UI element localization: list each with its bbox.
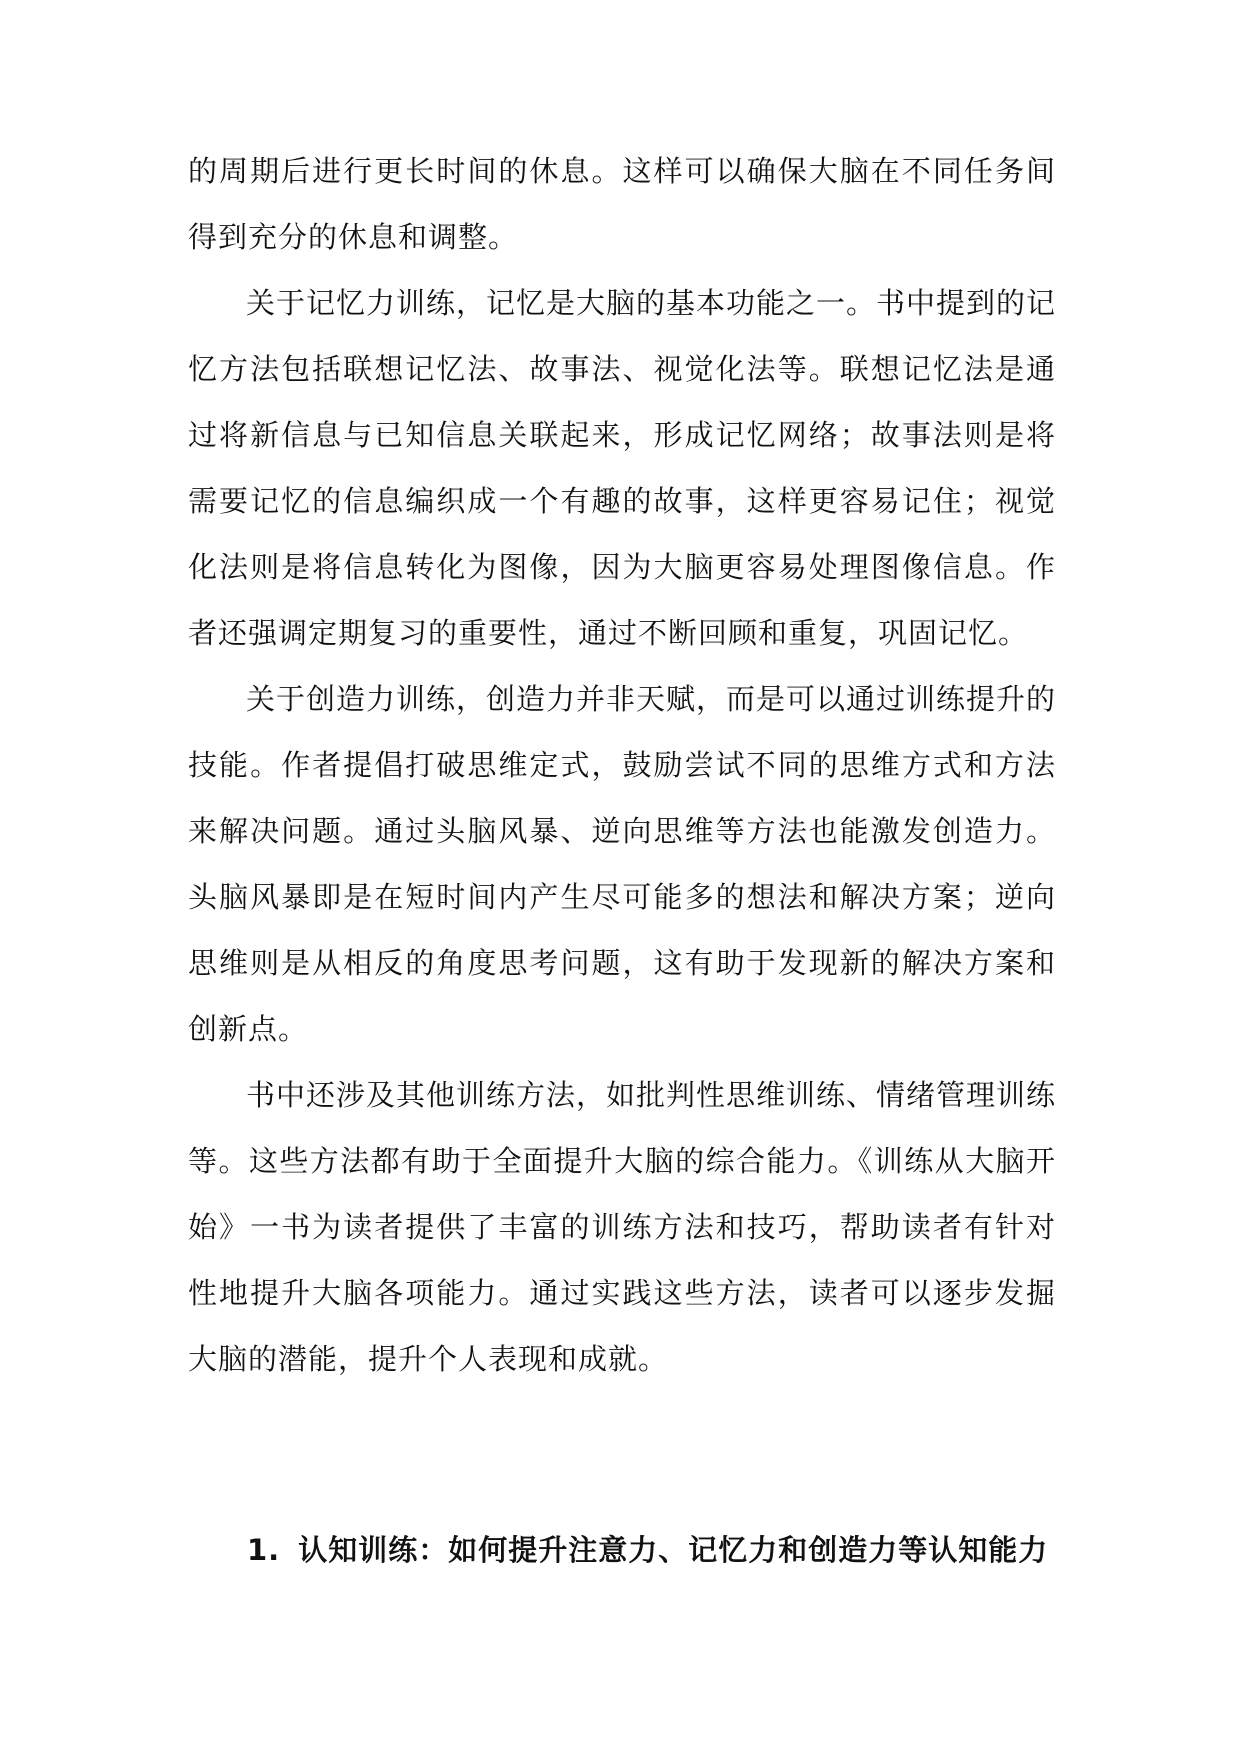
section-number: 1. <box>247 1533 281 1567</box>
paragraph-memory-training: 关于记忆力训练，记忆是大脑的基本功能之一。书中提到的记忆方法包括联想记忆法、故事法、视觉化法等。联想记忆法是通过将新信息与已知信息关联起来，形成记忆网络；故事法则是将需要记忆的信息编织成一个有趣的故事，这样更容易记住；视觉化法则是将信息转化为图像，因为大脑更容易处理图像信息。作者还强调定期复习的重要性，通过不断回顾和重复，巩固记忆。 <box>188 286 1057 650</box>
paragraph-creativity-training: 关于创造力训练，创造力并非天赋，而是可以通过训练提升的技能。作者提倡打破思维定式，鼓励尝试不同的思维方式和方法来解决问题。通过头脑风暴、逆向思维等方法也能激发创造力。头脑风暴即是在短时间内产生尽可能多的想法和解决方案；逆向思维则是从相反的角度思考问题，这有助于发现新的解决方案和创新点。 <box>188 682 1057 1046</box>
paragraph-continuation: 的周期后进行更长时间的休息。这样可以确保大脑在不同任务间得到充分的休息和调整。 <box>188 154 1056 254</box>
section-heading <box>247 1530 1107 1570</box>
section-title: 认知训练：如何提升注意力、记忆力和创造力等认知能力 <box>298 1533 1049 1567</box>
body-text <box>188 138 1056 1392</box>
paragraph-other-methods: 书中还涉及其他训练方法，如批判性思维训练、情绪管理训练等。这些方法都有助于全面提升大脑的综合能力。《训练从大脑开始》一书为读者提供了丰富的训练方法和技巧，帮助读者有针对性地提升大脑各项能力。通过实践这些方法，读者可以逐步发掘大脑的潜能，提升个人表现和成就。 <box>188 1078 1057 1376</box>
